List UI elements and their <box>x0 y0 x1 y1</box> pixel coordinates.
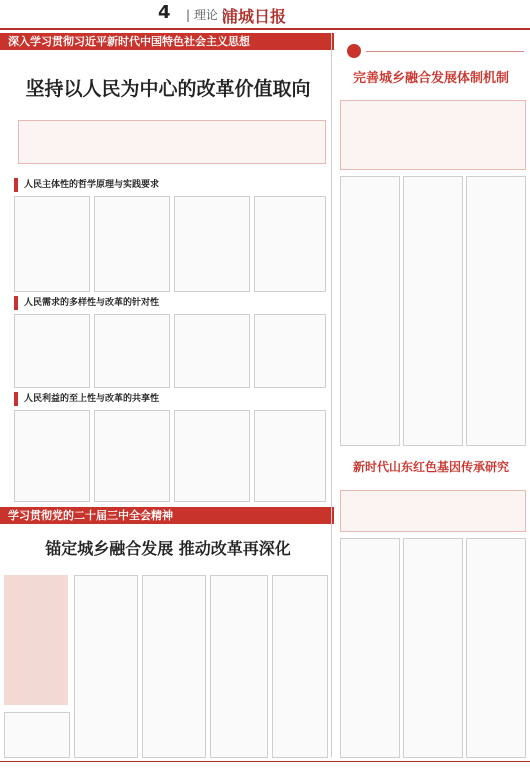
main-article-title: 坚持以人民为中心的改革价值取向 <box>25 78 311 100</box>
text-col-3b <box>94 410 170 502</box>
section-label: | 理论 | <box>186 8 226 22</box>
text-col-2a <box>14 314 90 388</box>
second-text-col-2 <box>142 575 206 758</box>
text-col-1c <box>174 196 250 292</box>
second-text-col-4 <box>272 575 328 758</box>
subhead-1: 人民主体性的哲学原理与实践要求 <box>14 178 159 192</box>
column-divider <box>331 33 332 757</box>
text-col-1d <box>254 196 326 292</box>
subhead-3: 人民利益的至上性与改革的共享性 <box>14 392 159 406</box>
text-col-2c <box>174 314 250 388</box>
right-text-col-2 <box>403 176 463 446</box>
masthead <box>0 0 530 30</box>
text-col-2d <box>254 314 326 388</box>
middle-banner: 学习贯彻党的二十届三中全会精神 <box>0 507 334 524</box>
text-col-2b <box>94 314 170 388</box>
text-col-3a <box>14 410 90 502</box>
top-banner: 深入学习贯彻习近平新时代中国特色社会主义思想 <box>0 33 334 50</box>
right-bottom-abstract <box>340 490 526 532</box>
text-col-1a <box>14 196 90 292</box>
text-col-3d <box>254 410 326 502</box>
second-text-col-0 <box>4 712 70 758</box>
right-article-title: 完善城乡融合发展体制机制 <box>352 71 509 86</box>
right-bottom-col-2 <box>403 538 463 758</box>
second-abstract-sidebar <box>4 575 68 705</box>
page-number: 4 <box>158 2 171 23</box>
right-abstract <box>340 100 526 170</box>
page-footer <box>0 761 530 774</box>
right-bottom-col-1 <box>340 538 400 758</box>
second-article-title: 锚定城乡融合发展 推动改革再深化 <box>45 539 291 558</box>
right-bottom-col-3 <box>466 538 526 758</box>
subhead-2: 人民需求的多样性与改革的针对性 <box>14 296 159 310</box>
main-abstract <box>18 120 326 164</box>
second-text-col-3 <box>210 575 268 758</box>
text-col-3c <box>174 410 250 502</box>
text-col-1b <box>94 196 170 292</box>
second-text-col-1 <box>74 575 138 758</box>
right-top-rule <box>366 51 524 52</box>
right-bottom-title: 新时代山东红色基因传承研究 <box>352 460 509 474</box>
right-text-col-1 <box>340 176 400 446</box>
commentary-icon <box>347 44 361 58</box>
newspaper-logo: 浦城日报 <box>222 7 287 26</box>
right-text-col-3 <box>466 176 526 446</box>
